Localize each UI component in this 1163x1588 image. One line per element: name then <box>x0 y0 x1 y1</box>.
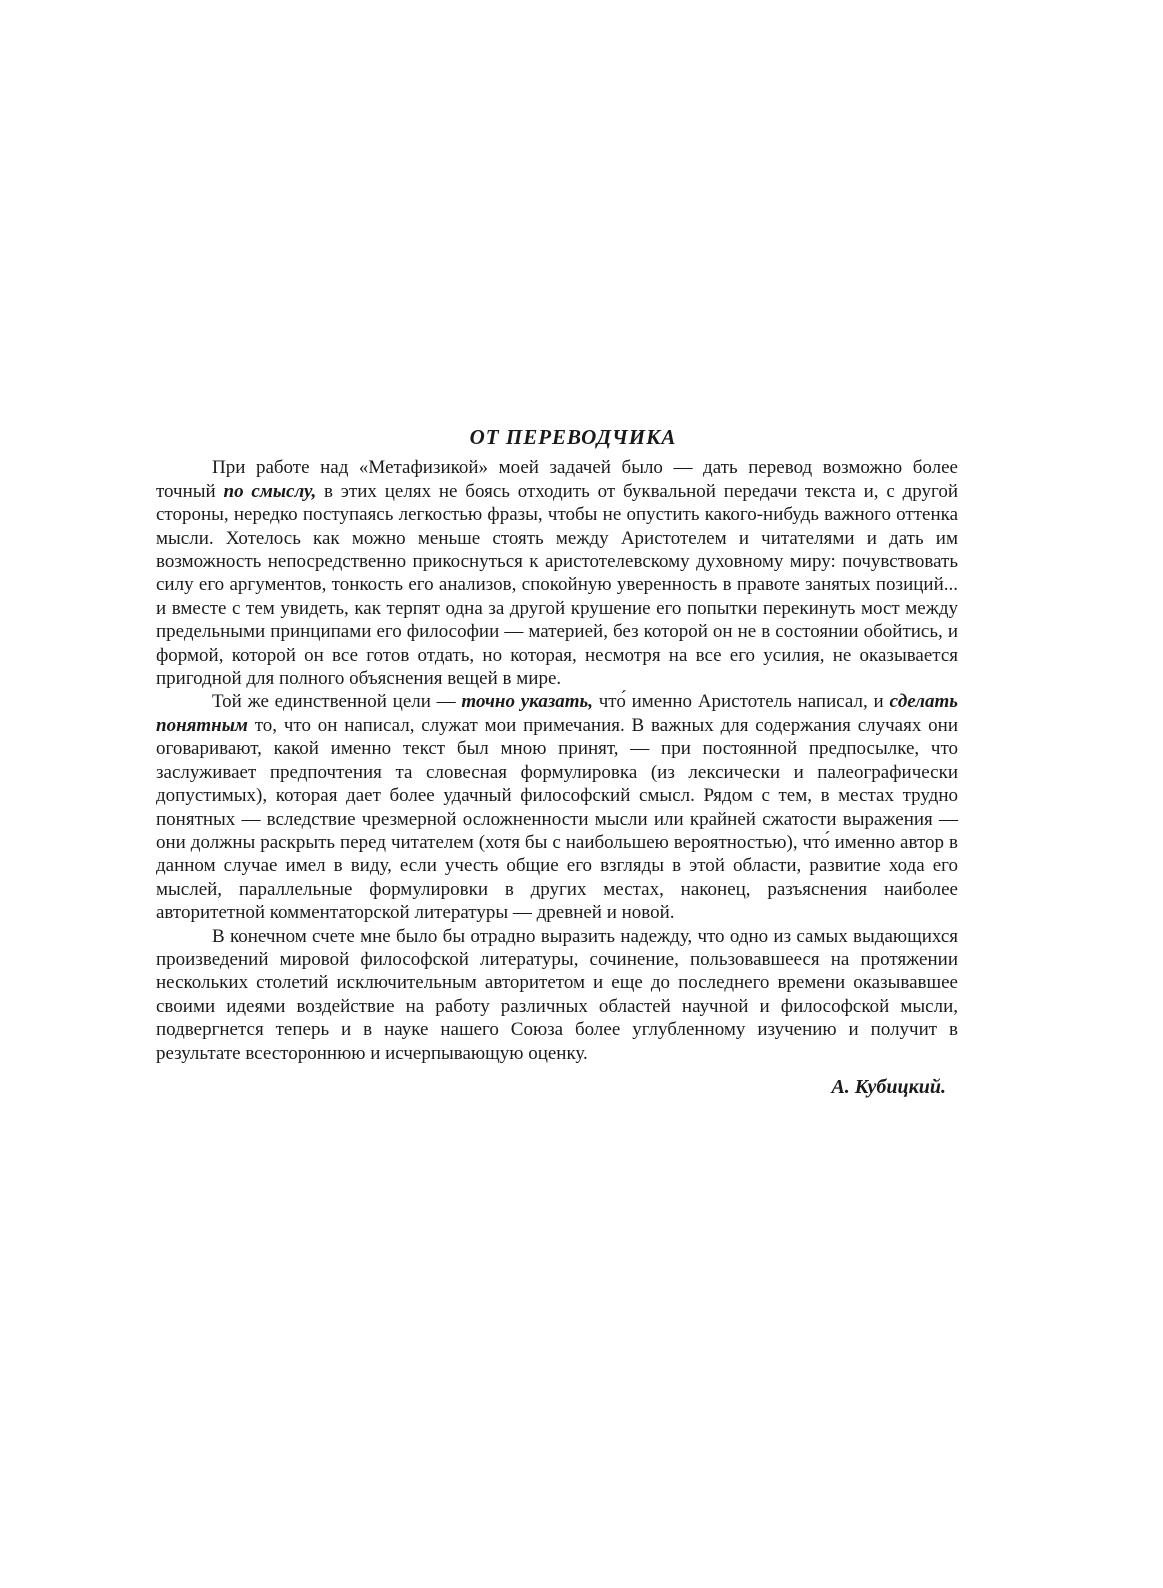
paragraph-2 <box>156 690 958 924</box>
paragraph-1-text-2: в этих целях не боясь отходить от буквальной передачи текста и, с другой стороны, нередко поступаясь легкостью фразы, чтобы не опустить какого-нибудь важного оттенка мысли. Хотелось как можно меньше стоять между Аристотелем и читателями и дать им возможность непосредственно прикоснуться к аристотелевскому духовному миру: почувствовать силу его аргументов, тонкость его анализов, спокойную уверенность в правоте занятых позиций... и вместе с тем увидеть, как терпят одна за другой крушение его попытки перекинуть мост между предельными принципами его философии — материей, без которой он не в состоянии обойтись, и формой, которой он все готов отдать, но которая, несмотря на все его усилия, не оказывается пригодной для полного объяснения вещей в мире. <box>156 480 959 690</box>
paragraph-2-emphasis-1: точно указать, <box>461 691 593 713</box>
document-body <box>156 426 958 1099</box>
paragraph-2-emphasis-2: сделать понятным <box>156 691 958 736</box>
paragraph-2-text-3: то, что он написал, служат мои примечания. В важных для содержания случаях они оговаривают, какой именно текст был мною принят, — при постоянной предпосылке, что заслуживает предпочтения та словесная формулировка (из лексически и палеографически допустимых), которая дает более удачный философский смысл. Рядом с тем, в местах трудно понятных — вследствие чрезмерной осложненности мысли или крайней сжатости выражения — они должны раскрыть перед читателем (хотя бы с наибольшею вероятностью), что́ именно автор в данном случае имел в виду, если учесть общие его взгляды в этой области, развитие хода его мыслей, параллельные формулировки в других местах, наконец, разъяснения наиболее авторитетной комментаторской литературы — древней и новой. <box>156 714 958 924</box>
paragraph-2-text-1: Той же единственной цели — <box>212 691 462 713</box>
signature: А. Кубицкий. <box>831 1075 946 1098</box>
paragraph-1-emphasis-1: по смыслу, <box>223 480 317 502</box>
paragraph-3: В конечном счете мне было бы отрадно выразить надежду, что одно из самых выдающихся произведений мировой философской литературы, сочинение, пользовавшееся на протяжении нескольких столетий исключительным авторитетом и еще до последнего времени оказывавшее своими идеями воздействие на работу различных областей научной и философской мысли, подвергнется теперь и в науке нашего Союза более углубленному изучению и получит в результате всестороннюю и исчерпывающую оценку. <box>156 925 958 1064</box>
page-title: ОТ ПЕРЕВОДЧИКА <box>469 425 677 449</box>
paragraph-1 <box>156 456 958 690</box>
paragraph-1-text-1: При работе над «Метафизикой» моей задачей было — дать перевод возможно более точный <box>156 457 958 502</box>
paragraph-2-text-2: что́ именно Аристотель написал, и <box>592 691 890 713</box>
